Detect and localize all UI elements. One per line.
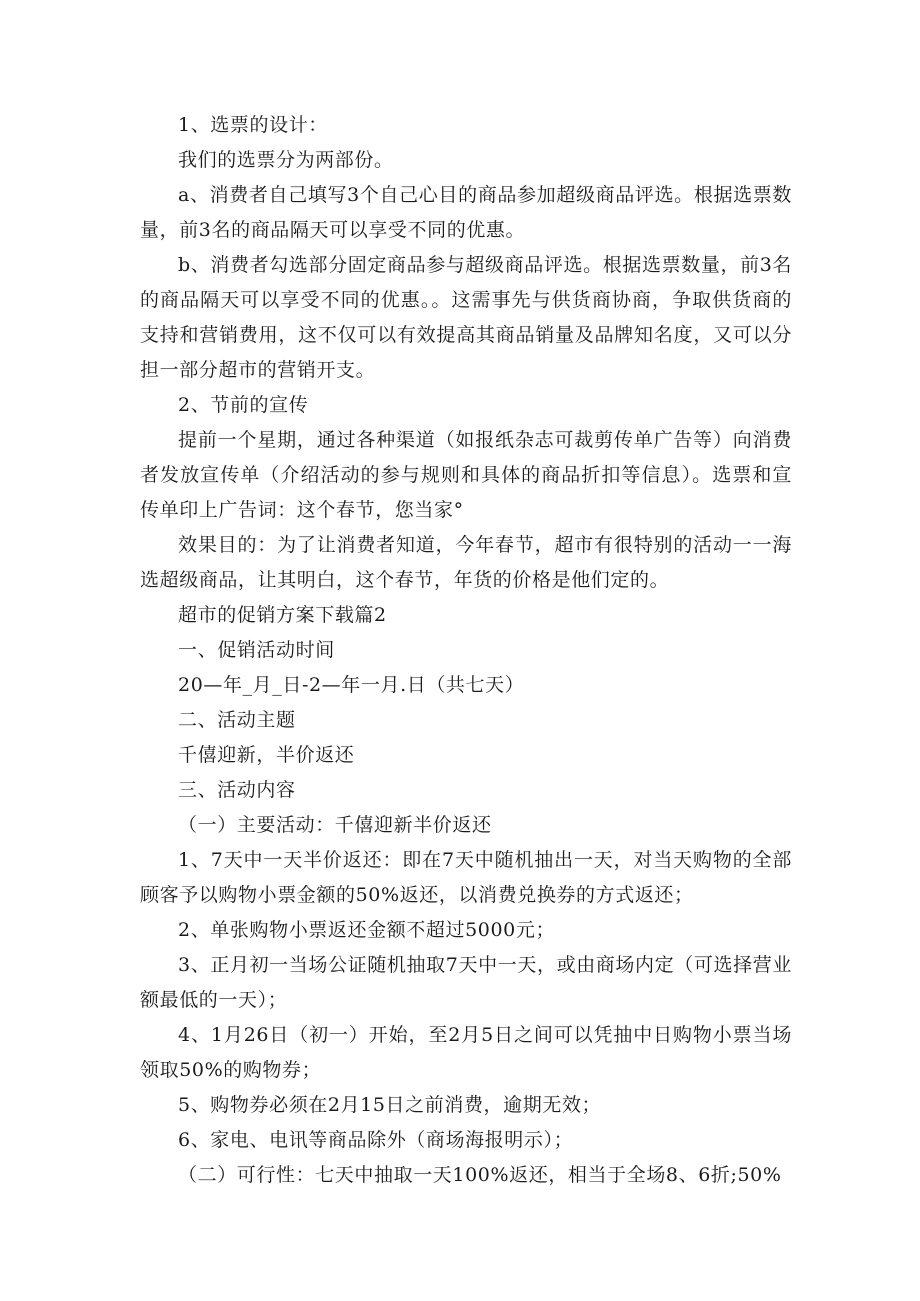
list-item-1: 1、7天中一天半价返还：即在7天中随机抽出一天，对当天购物的全部顾客予以购物小票金额的50%返还，以消费兑换券的方式返还；: [140, 849, 792, 906]
paragraph-5: 2、节前的宣传: [178, 394, 309, 416]
paragraph-2: 我们的选票分为两部份。: [178, 149, 394, 171]
list-item-5: 5、购物券必须在2月15日之前消费，逾期无效；: [178, 1094, 602, 1116]
list-item-4: 4、1月26日（初一）开始，至2月5日之间可以凭抽中日购物小票当场领取50%的购物券；: [140, 1024, 792, 1081]
heading-2: 二、活动主题: [178, 709, 296, 731]
section-title: 超市的促销方案下载篇2: [178, 604, 387, 626]
heading-3: 三、活动内容: [178, 779, 296, 801]
list-item-3: 3、正月初一当场公证随机抽取7天中一天，或由商场内定（可选择营业额最低的一天）；: [140, 954, 792, 1011]
paragraph-7: 效果目的：为了让消费者知道，今年春节，超市有很特别的活动一一海选超级商品，让其明白，这个春节，年货的价格是他们定的。: [140, 534, 792, 591]
paragraph-4: b、消费者勾选部分固定商品参与超级商品评选。根据选票数量，前3名的商品隔天可以享受不同的优惠。。这需事先与供货商协商，争取供货商的支持和营销费用，这不仅可以有效提高其商品销量及品牌知名度，又可以分担一部分超市的营销开支。: [140, 254, 792, 381]
paragraph-3: a、消费者自己填写3个自己心目的商品参加超级商品评选。根据选票数量，前3名的商品隔天可以享受不同的优惠。: [140, 184, 792, 241]
list-item-6: 6、家电、电讯等商品除外（商场海报明示）；: [178, 1129, 574, 1151]
list-item-2: 2、单张购物小票返还金额不超过5000元；: [178, 919, 556, 941]
paragraph-1: 1、选票的设计：: [178, 114, 328, 136]
subheading-feasibility: （二）可行性：七天中抽取一天100%返还，相当于全场8、6折;50%: [178, 1164, 782, 1186]
document-body: [140, 108, 792, 1193]
paragraph-date: 20—年_月_日-2—年一月.日（共七天）: [178, 674, 525, 696]
subheading-main-activity: （一）主要活动：千僖迎新半价返还: [178, 814, 492, 836]
heading-1: 一、促销活动时间: [178, 639, 335, 661]
paragraph-theme: 千僖迎新，半价返还: [178, 744, 355, 766]
paragraph-6: 提前一个星期，通过各种渠道（如报纸杂志可裁剪传单广告等）向消费者发放宣传单（介绍活动的参与规则和具体的商品折扣等信息）。选票和宣传单印上广告词：这个春节，您当家°: [140, 429, 792, 521]
